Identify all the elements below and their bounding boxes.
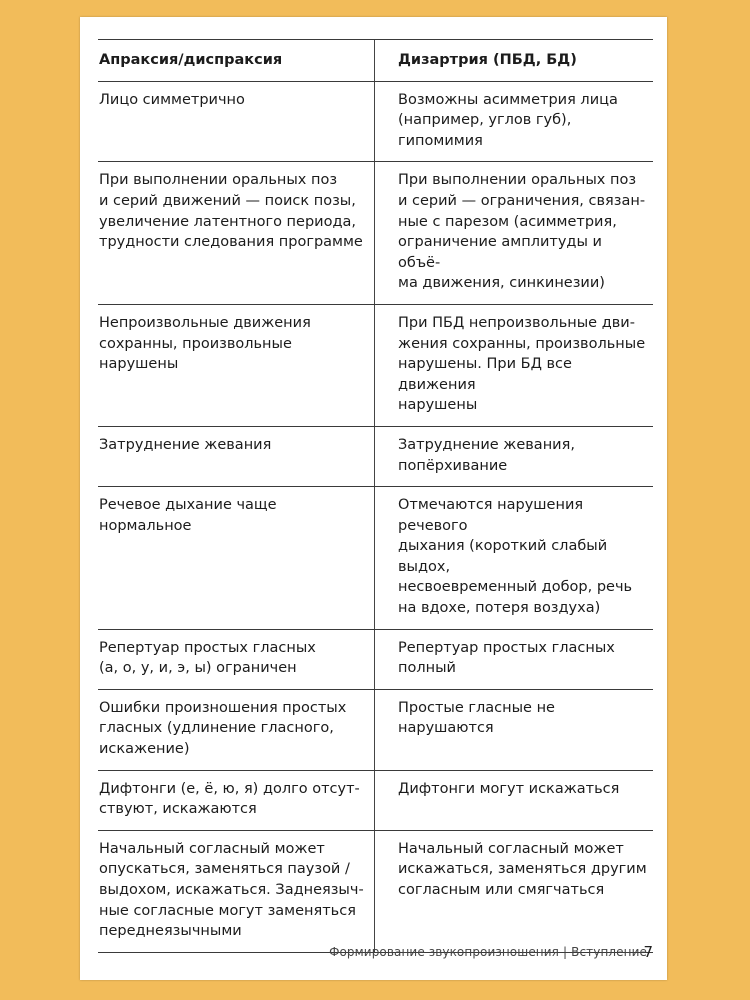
cell-line: несвоевременный добор, речь [398,579,633,596]
table-row [98,690,653,771]
dysarthria-cell [375,831,653,952]
cell-line: ствуют, искажаются [99,801,257,818]
apraxia-cell [98,771,375,830]
cell-line: Возможны асимметрия лица [398,91,618,108]
cell-line: опускаться, заменяться паузой / [99,861,350,878]
dysarthria-cell [375,162,653,304]
cell-line: Репертуар простых гласных [99,639,316,656]
header-apraxia: Апраксия/диспраксия [98,40,375,81]
table-row [98,305,653,427]
page-number: 7 [643,943,653,961]
cell-line: При ПБД непроизвольные дви- [398,314,635,331]
cell-line: нормальное [99,517,192,534]
dysarthria-cell [375,771,653,830]
cell-line: Непроизвольные движения [99,314,311,331]
cell-line: ные согласные могут заменяться [99,902,356,919]
footer-section: Вступление [571,945,647,959]
cell-line: Затруднение жевания [99,436,272,453]
cell-line: на вдохе, потеря воздуха) [398,600,601,617]
cell-line: нарушены [99,356,179,373]
apraxia-cell [98,82,375,162]
running-footer [80,945,647,959]
cell-line: При выполнении оральных поз [398,172,637,189]
comparison-table [98,39,653,953]
cell-line: и серий — ограничения, связан- [398,192,646,209]
table-row [98,162,653,305]
cell-line: Лицо симметрично [99,91,245,108]
dysarthria-cell [375,427,653,486]
apraxia-cell [98,690,375,770]
dysarthria-cell [375,305,653,426]
cell-line: попёрхивание [398,457,508,474]
cell-line: трудности следования программе [99,234,363,251]
table-row [98,427,653,487]
cell-line: нарушены. При БД все движения [398,356,572,393]
footer-book-title: Формирование звукопроизношения [329,945,559,959]
cell-line: Репертуар простых гласных [398,639,615,656]
dysarthria-cell [375,487,653,629]
cell-line: Дифтонги могут искажаться [398,780,620,797]
apraxia-cell [98,487,375,629]
footer-separator: | [562,945,568,959]
cell-line: Затруднение жевания, [398,436,575,453]
cell-line: согласным или смягчаться [398,882,605,898]
table-row [98,831,653,953]
dysarthria-cell [375,690,653,770]
cell-line: Речевое дыхание чаще [99,497,277,514]
cell-line: гласных (удлинение гласного, [99,720,334,737]
header-dysarthria: Дизартрия (ПБД, БД) [398,52,577,68]
cell-line: ма движения, синкинезии) [398,275,605,292]
dysarthria-cell [375,630,653,689]
table-header-row [98,39,653,82]
cell-line: Начальный согласный может [398,840,624,857]
cell-line: Отмечаются нарушения речевого [398,497,584,534]
apraxia-cell [98,630,375,689]
cell-line: и серий движений — поиск позы, [99,192,356,209]
table-row [98,771,653,831]
apraxia-cell [98,305,375,426]
cell-line: увеличение латентного периода, [99,213,356,230]
apraxia-cell [98,427,375,486]
table-row [98,630,653,690]
cell-line: полный [398,660,456,677]
cell-line: жения сохранны, произвольные [398,335,646,352]
table-body [98,82,653,953]
cell-line: дыхания (короткий слабый выдох, [398,538,608,575]
cell-line: сохранны, произвольные [99,335,292,352]
cell-line: Начальный согласный может [99,840,325,857]
cell-line: искажение) [99,741,190,758]
cell-line: ные с парезом (асимметрия, [398,213,617,230]
cell-line: Дифтонги (е, ё, ю, я) долго отсут- [99,780,360,797]
cell-line: выдохом, искажаться. Заднеязыч- [99,882,364,898]
table-row [98,82,653,163]
cell-line: искажаться, заменяться другим [398,861,647,878]
cell-line: ограничение амплитуды и объё- [398,234,602,271]
cell-line: (а, о, у, и, э, ы) ограничен [99,660,297,677]
cell-line: Простые гласные не нарушаются [398,699,555,737]
dysarthria-cell [375,82,653,162]
cell-line: (например, углов губ), [398,112,572,129]
cell-line: При выполнении оральных поз [99,172,338,189]
apraxia-cell [98,831,375,952]
book-page [80,17,667,980]
apraxia-cell [98,162,375,304]
cell-line: переднеязычными [99,923,242,940]
cell-line: нарушены [398,397,478,414]
cell-line: Ошибки произношения простых [99,699,347,716]
table-row [98,487,653,630]
cell-line: гипомимия [398,132,483,149]
